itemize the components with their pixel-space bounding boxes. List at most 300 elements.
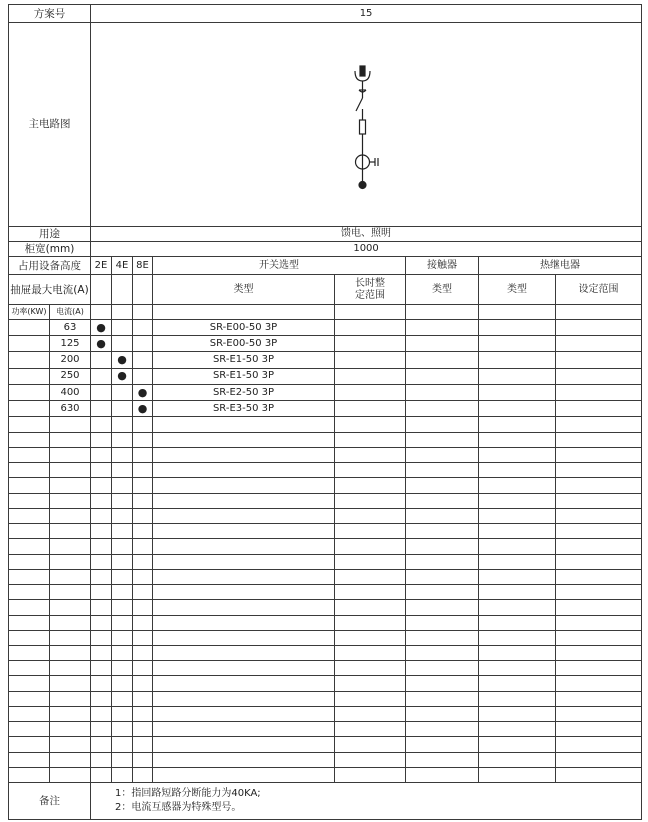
- empty-cell: [406, 539, 479, 554]
- empty-cell: [91, 275, 112, 304]
- empty-cell: [406, 585, 479, 600]
- mark-8e-cell: ●: [133, 401, 153, 417]
- cabinet-width-value: 1000: [91, 241, 642, 256]
- empty-cell: [153, 585, 335, 600]
- empty-cell: [133, 676, 153, 691]
- empty-cell: [91, 737, 112, 752]
- empty-cell: [50, 432, 91, 447]
- cabinet-width-label: 柜宽(mm): [9, 241, 91, 256]
- empty-cell: [556, 737, 642, 752]
- empty-cell: [50, 645, 91, 660]
- empty-cell: [112, 417, 133, 432]
- empty-cell: [406, 524, 479, 539]
- empty-cell: [335, 478, 406, 493]
- note-line-1: 1：指回路短路分断能力为40KA;: [115, 788, 261, 800]
- empty-cell: [9, 447, 50, 462]
- empty-cell: [153, 615, 335, 630]
- empty-cell: [479, 630, 556, 645]
- plug-connector-icon: [355, 66, 370, 92]
- empty-cell: [406, 319, 479, 335]
- empty-cell: [91, 432, 112, 447]
- blank-row: [9, 508, 642, 523]
- empty-cell: [133, 432, 153, 447]
- empty-cell: [50, 554, 91, 569]
- empty-cell: [479, 615, 556, 630]
- empty-cell: [50, 630, 91, 645]
- empty-cell: [406, 352, 479, 368]
- mark-8e-cell: [133, 352, 153, 368]
- empty-cell: [406, 630, 479, 645]
- empty-cell: [133, 508, 153, 523]
- empty-cell: [153, 706, 335, 721]
- empty-cell: [556, 554, 642, 569]
- long-delay-line2: 定范围: [355, 289, 385, 301]
- empty-cell: [479, 524, 556, 539]
- empty-cell: [91, 585, 112, 600]
- current-cell: 125: [50, 336, 91, 352]
- empty-cell: [9, 569, 50, 584]
- empty-cell: [133, 478, 153, 493]
- empty-cell: [91, 691, 112, 706]
- empty-cell: [479, 569, 556, 584]
- empty-cell: [153, 569, 335, 584]
- empty-cell: [406, 615, 479, 630]
- contactor-header: 接触器: [406, 256, 479, 274]
- blank-row: [9, 493, 642, 508]
- empty-cell: [556, 767, 642, 782]
- blank-row: [9, 737, 642, 752]
- empty-cell: [556, 304, 642, 319]
- empty-cell: [153, 432, 335, 447]
- empty-cell: [133, 661, 153, 676]
- empty-cell: [556, 319, 642, 335]
- empty-cell: [9, 615, 50, 630]
- mark-2e-cell: [91, 384, 112, 400]
- note-line-2: 2：电流互感器为特殊型号。: [115, 802, 242, 814]
- mark-4e-cell: [112, 384, 133, 400]
- mark-2e-cell: ●: [91, 319, 112, 335]
- empty-cell: [479, 722, 556, 737]
- empty-cell: [406, 463, 479, 478]
- empty-cell: [479, 368, 556, 384]
- switch-type-cell: SR-E1-50 3P: [153, 352, 335, 368]
- empty-cell: [112, 493, 133, 508]
- power-cell: [9, 384, 50, 400]
- empty-cell: [133, 569, 153, 584]
- occupied-height-label: 占用设备高度: [9, 256, 91, 274]
- empty-cell: [91, 463, 112, 478]
- empty-cell: [479, 676, 556, 691]
- empty-cell: [91, 706, 112, 721]
- empty-cell: [556, 478, 642, 493]
- mark-4e-cell: [112, 336, 133, 352]
- empty-cell: [153, 417, 335, 432]
- empty-cell: [112, 524, 133, 539]
- empty-cell: [335, 676, 406, 691]
- empty-cell: [479, 319, 556, 335]
- empty-cell: [153, 554, 335, 569]
- empty-cell: [556, 539, 642, 554]
- switch-type-cell: SR-E3-50 3P: [153, 401, 335, 417]
- table-row: [9, 352, 642, 368]
- empty-cell: [112, 304, 133, 319]
- empty-cell: [9, 539, 50, 554]
- blank-row: [9, 630, 642, 645]
- empty-cell: [91, 676, 112, 691]
- power-cell: [9, 368, 50, 384]
- empty-cell: [406, 676, 479, 691]
- empty-cell: [9, 524, 50, 539]
- switch-selection-header: 开关选型: [153, 256, 406, 274]
- empty-cell: [50, 478, 91, 493]
- empty-cell: [556, 661, 642, 676]
- empty-cell: [335, 508, 406, 523]
- empty-cell: [479, 432, 556, 447]
- empty-cell: [406, 752, 479, 767]
- empty-cell: [50, 722, 91, 737]
- switch-type-cell: SR-E00-50 3P: [153, 336, 335, 352]
- empty-cell: [9, 737, 50, 752]
- blank-row: [9, 600, 642, 615]
- blank-row: [9, 432, 642, 447]
- empty-cell: [153, 493, 335, 508]
- empty-cell: [153, 661, 335, 676]
- empty-cell: [133, 539, 153, 554]
- power-cell: [9, 401, 50, 417]
- empty-cell: [479, 463, 556, 478]
- empty-cell: [556, 463, 642, 478]
- empty-cell: [335, 661, 406, 676]
- empty-cell: [153, 645, 335, 660]
- empty-cell: [91, 645, 112, 660]
- empty-cell: [112, 554, 133, 569]
- empty-cell: [406, 508, 479, 523]
- empty-cell: [406, 706, 479, 721]
- empty-cell: [112, 706, 133, 721]
- blank-row: [9, 661, 642, 676]
- main-circuit-diagram: [91, 23, 642, 226]
- empty-cell: [335, 630, 406, 645]
- empty-cell: [479, 767, 556, 782]
- mark-2e-cell: [91, 352, 112, 368]
- empty-cell: [335, 304, 406, 319]
- empty-cell: [479, 304, 556, 319]
- empty-cell: [9, 767, 50, 782]
- scheme-number: 15: [91, 5, 642, 23]
- empty-cell: [9, 661, 50, 676]
- empty-cell: [50, 463, 91, 478]
- purpose-label: 用途: [9, 226, 91, 241]
- empty-cell: [133, 645, 153, 660]
- empty-cell: [91, 554, 112, 569]
- empty-cell: [406, 432, 479, 447]
- current-cell: 630: [50, 401, 91, 417]
- empty-cell: [9, 463, 50, 478]
- mark-8e-cell: [133, 368, 153, 384]
- empty-cell: [556, 569, 642, 584]
- switch-type-header: 类型: [153, 275, 335, 304]
- scheme-label: 方案号: [9, 5, 91, 23]
- empty-cell: [556, 384, 642, 400]
- empty-cell: [335, 691, 406, 706]
- current-cell: 250: [50, 368, 91, 384]
- relay-type-header: 类型: [479, 275, 556, 304]
- empty-cell: [406, 691, 479, 706]
- empty-cell: [479, 600, 556, 615]
- empty-cell: [556, 447, 642, 462]
- blank-row: [9, 615, 642, 630]
- empty-cell: [112, 615, 133, 630]
- empty-cell: [479, 401, 556, 417]
- empty-cell: [335, 752, 406, 767]
- power-cell: [9, 319, 50, 335]
- empty-cell: [133, 767, 153, 782]
- empty-cell: [112, 645, 133, 660]
- empty-cell: [112, 630, 133, 645]
- mark-8e-cell: [133, 319, 153, 335]
- empty-cell: [50, 569, 91, 584]
- empty-cell: [50, 615, 91, 630]
- empty-cell: [556, 600, 642, 615]
- empty-cell: [9, 585, 50, 600]
- current-a-header: 电流(A): [50, 304, 91, 319]
- empty-cell: [50, 600, 91, 615]
- empty-cell: [112, 585, 133, 600]
- empty-cell: [9, 691, 50, 706]
- empty-cell: [406, 645, 479, 660]
- empty-cell: [335, 368, 406, 384]
- col-8e-header: 8E: [133, 256, 153, 274]
- empty-cell: [335, 539, 406, 554]
- power-cell: [9, 352, 50, 368]
- empty-cell: [91, 508, 112, 523]
- mark-4e-cell: ●: [112, 368, 133, 384]
- blank-row: [9, 554, 642, 569]
- empty-cell: [133, 524, 153, 539]
- empty-cell: [479, 478, 556, 493]
- empty-cell: [9, 417, 50, 432]
- empty-cell: [133, 706, 153, 721]
- empty-cell: [112, 478, 133, 493]
- empty-cell: [112, 463, 133, 478]
- empty-cell: [153, 691, 335, 706]
- mark-2e-cell: [91, 401, 112, 417]
- empty-cell: [556, 524, 642, 539]
- empty-cell: [9, 722, 50, 737]
- empty-cell: [335, 336, 406, 352]
- empty-cell: [133, 275, 153, 304]
- empty-cell: [335, 319, 406, 335]
- empty-cell: [335, 417, 406, 432]
- empty-cell: [91, 569, 112, 584]
- empty-cell: [406, 554, 479, 569]
- empty-cell: [112, 691, 133, 706]
- empty-cell: [9, 676, 50, 691]
- empty-cell: [91, 722, 112, 737]
- empty-cell: [556, 368, 642, 384]
- blank-row: [9, 463, 642, 478]
- empty-cell: [112, 661, 133, 676]
- empty-cell: [556, 493, 642, 508]
- switch-type-cell: SR-E2-50 3P: [153, 384, 335, 400]
- blank-row: [9, 722, 642, 737]
- empty-cell: [406, 368, 479, 384]
- empty-cell: [556, 615, 642, 630]
- empty-cell: [112, 275, 133, 304]
- empty-cell: [112, 569, 133, 584]
- current-cell: 63: [50, 319, 91, 335]
- empty-cell: [112, 752, 133, 767]
- fuse-icon: [360, 120, 366, 134]
- table-row: [9, 368, 642, 384]
- empty-cell: [153, 722, 335, 737]
- empty-cell: [556, 752, 642, 767]
- blank-row: [9, 706, 642, 721]
- empty-cell: [153, 524, 335, 539]
- empty-cell: [91, 524, 112, 539]
- empty-cell: [406, 304, 479, 319]
- mark-2e-cell: ●: [91, 336, 112, 352]
- switch-type-cell: SR-E1-50 3P: [153, 368, 335, 384]
- empty-cell: [9, 752, 50, 767]
- power-kw-header: 功率(KW): [9, 304, 50, 319]
- blank-row: [9, 585, 642, 600]
- empty-cell: [133, 447, 153, 462]
- empty-cell: [9, 508, 50, 523]
- empty-cell: [479, 508, 556, 523]
- empty-cell: [335, 706, 406, 721]
- empty-cell: [556, 352, 642, 368]
- empty-cell: [406, 767, 479, 782]
- empty-cell: [335, 352, 406, 368]
- empty-cell: [335, 722, 406, 737]
- blank-row: [9, 752, 642, 767]
- empty-cell: [133, 630, 153, 645]
- empty-cell: [479, 447, 556, 462]
- empty-cell: [133, 463, 153, 478]
- empty-cell: [133, 304, 153, 319]
- blank-row: [9, 417, 642, 432]
- empty-cell: [9, 645, 50, 660]
- empty-cell: [406, 722, 479, 737]
- empty-cell: [335, 493, 406, 508]
- empty-cell: [112, 600, 133, 615]
- empty-cell: [91, 630, 112, 645]
- mark-4e-cell: [112, 401, 133, 417]
- empty-cell: [153, 508, 335, 523]
- empty-cell: [479, 645, 556, 660]
- empty-cell: [133, 417, 153, 432]
- blank-row: [9, 767, 642, 782]
- mark-8e-cell: [133, 336, 153, 352]
- empty-cell: [9, 630, 50, 645]
- long-delay-line1: 长时整: [355, 277, 385, 289]
- empty-cell: [112, 676, 133, 691]
- empty-cell: [479, 752, 556, 767]
- empty-cell: [133, 691, 153, 706]
- empty-cell: [335, 524, 406, 539]
- empty-cell: [479, 661, 556, 676]
- notes-content: [91, 783, 642, 820]
- empty-cell: [556, 417, 642, 432]
- empty-cell: [91, 417, 112, 432]
- empty-cell: [406, 600, 479, 615]
- blank-row: [9, 447, 642, 462]
- empty-cell: [335, 585, 406, 600]
- empty-cell: [133, 752, 153, 767]
- drawer-max-current-label: 抽屉最大电流(A): [9, 275, 91, 304]
- purpose-value: 馈电、照明: [91, 226, 642, 241]
- mark-4e-cell: ●: [112, 352, 133, 368]
- empty-cell: [479, 554, 556, 569]
- empty-cell: [133, 737, 153, 752]
- mark-8e-cell: ●: [133, 384, 153, 400]
- table-row: [9, 384, 642, 400]
- blank-row: [9, 645, 642, 660]
- empty-cell: [153, 600, 335, 615]
- switch-type-cell: SR-E00-50 3P: [153, 319, 335, 335]
- empty-cell: [556, 722, 642, 737]
- empty-cell: [556, 706, 642, 721]
- current-cell: 200: [50, 352, 91, 368]
- empty-cell: [91, 661, 112, 676]
- empty-cell: [50, 737, 91, 752]
- table-row: [9, 319, 642, 335]
- mark-4e-cell: [112, 319, 133, 335]
- breaker-switch-icon: [356, 98, 363, 115]
- empty-cell: [112, 737, 133, 752]
- empty-cell: [153, 630, 335, 645]
- contactor-type-header: 类型: [406, 275, 479, 304]
- empty-cell: [133, 722, 153, 737]
- empty-cell: [335, 463, 406, 478]
- empty-cell: [91, 615, 112, 630]
- empty-cell: [406, 569, 479, 584]
- empty-cell: [556, 401, 642, 417]
- empty-cell: [50, 508, 91, 523]
- empty-cell: [335, 401, 406, 417]
- empty-cell: [556, 691, 642, 706]
- empty-cell: [133, 615, 153, 630]
- mark-2e-cell: [91, 368, 112, 384]
- empty-cell: [556, 585, 642, 600]
- empty-cell: [153, 304, 335, 319]
- empty-cell: [50, 706, 91, 721]
- current-transformer-icon: [356, 150, 379, 175]
- empty-cell: [9, 432, 50, 447]
- empty-cell: [9, 706, 50, 721]
- empty-cell: [50, 417, 91, 432]
- empty-cell: [9, 478, 50, 493]
- empty-cell: [112, 447, 133, 462]
- empty-cell: [133, 585, 153, 600]
- blank-row: [9, 691, 642, 706]
- empty-cell: [9, 493, 50, 508]
- table-row: [9, 336, 642, 352]
- empty-cell: [50, 767, 91, 782]
- empty-cell: [91, 304, 112, 319]
- empty-cell: [479, 691, 556, 706]
- empty-cell: [335, 767, 406, 782]
- blank-row: [9, 478, 642, 493]
- notes-label: 备注: [9, 783, 91, 820]
- empty-cell: [153, 478, 335, 493]
- empty-cell: [556, 508, 642, 523]
- empty-cell: [91, 752, 112, 767]
- empty-cell: [91, 493, 112, 508]
- empty-cell: [50, 539, 91, 554]
- empty-cell: [50, 493, 91, 508]
